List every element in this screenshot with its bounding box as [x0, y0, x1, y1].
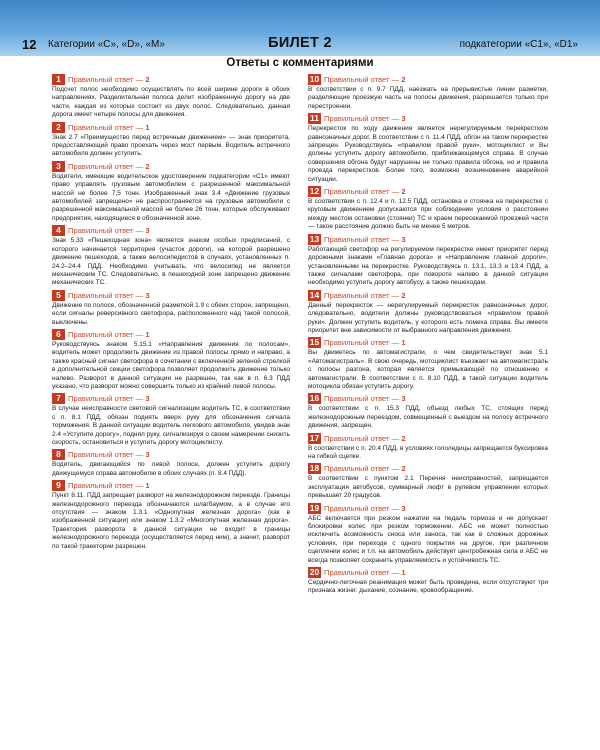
answer-item	[308, 234, 548, 288]
correct-answer-label	[324, 187, 406, 196]
answer-item	[52, 290, 290, 327]
answer-value: 2	[399, 290, 406, 300]
question-number-badge: 3	[52, 161, 65, 172]
answer-value: 1	[143, 122, 150, 132]
correct-answer-label	[68, 481, 150, 490]
answer-label-text: Правильный ответ —	[68, 329, 144, 339]
correct-answer-label	[68, 162, 150, 171]
question-number-badge: 12	[309, 186, 320, 197]
answer-explanation: Работающий светофор на регулируемом перекрестке имеет приоритет перед дорожными знаками «Главная дорога» и «Направление главной дороги», установленными на перекрестке. Руководствуясь п. 13.1, 13.3 и 13.4 ПДД, а также сигналами светофора, при повороте налево в данной ситуации необходимо уступить дорогу автобусу, а также пешеходам.	[308, 245, 548, 287]
answer-label-text: Правильный ответ —	[324, 503, 400, 513]
answer-label-text: Правильный ответ —	[68, 161, 144, 171]
answer-explanation: Руководствуясь знаком 5.15.1 «Направления движения по полосам», водитель может продолжить движение из правой полосы прямо и направо, а также красный сигнал светофора в сочетании с включенной зеленой стрелкой в дополнительной секции светофора позволяет продолжить движение только налево. Разворот в данной ситуации не разрешен, так как в п. 6.3 ПДД указано, что разворот можно совершить только из крайней левой полосы.	[52, 340, 290, 390]
answer-header	[308, 393, 548, 404]
categories-right: подкатегории «C1», «D1»	[459, 39, 578, 50]
question-number-badge: 9	[52, 480, 65, 491]
answer-header	[52, 449, 290, 460]
answer-explanation: Водители, имеющие водительское удостоверение подкатегории «C1» имеют право управлять грузовым автомобилем с разрешенной максимальной массой не более 7,5 тонн. Изображенный знак 3.4 «Движение грузовых автомобилей запрещено» не распространяется на грузовые автомобили с разрешенной максимальной массой не более 26 тонн, которые обслуживают предприятия, находящиеся в обозначенной зоне.	[52, 172, 290, 222]
answer-explanation: В случае неисправности световой сигнализации водитель ТС, в соответствии с п. 8.1 ПДД, обязан поднять вверх руку для обозначения сигнала торможения. В данной ситуации водитель легкового автомобиля, увидев знак 2.4 «Уступите дорогу», поднял руку, сигнализируя о своем намерении снизить скорость, остановиться и уступить дорогу мотоциклисту.	[52, 405, 290, 446]
answer-value: 3	[143, 290, 150, 300]
answer-value: 3	[143, 450, 150, 460]
question-number-badge: 18	[309, 463, 320, 474]
correct-answer-label	[324, 235, 406, 244]
answer-label-text: Правильный ответ —	[324, 568, 400, 578]
answer-value: 2	[399, 187, 406, 197]
answer-label-text: Правильный ответ —	[68, 394, 144, 404]
answer-explanation: Сердечно-легочная реанимация может быть проведена, если отсутствуют три признака жизни: дыхание, сознание, кровообращение.	[308, 579, 548, 595]
answer-value: 2	[143, 161, 150, 171]
answer-label-text: Правильный ответ —	[324, 75, 400, 84]
answer-explanation: В соответствии с пунктом 2.1 Перечня неисправностей, запрещается эксплуатация автобусов, суммарный люфт в рулевом управлении которых превышает 20 градусов.	[308, 475, 548, 500]
correct-answer-label	[324, 114, 406, 123]
question-number-badge: 15	[309, 337, 320, 348]
answer-header	[308, 74, 548, 85]
question-number-badge: 16	[309, 393, 320, 404]
correct-answer-label	[68, 226, 150, 235]
correct-answer-label	[324, 338, 406, 347]
answer-header	[308, 503, 548, 514]
answer-value: 3	[399, 234, 406, 244]
correct-answer-label	[68, 123, 150, 132]
answer-explanation: В соответствии с п. 12.4 и п. 12.5 ПДД, остановка и стоянка на перекрестке с круговым движением допускаются при соблюдении условия о расстоянии между местом остановки (стоянки) ТС и краем пересекаемой проезжей части — такое расстояние должно быть не менее 5 метров.	[308, 198, 548, 231]
answer-explanation: В соответствии с п. 15.3 ПДД, объезд любых ТС, стоящих перед железнодорожным переездом, совмещенный с выездом на полосу встречного движения, запрещен.	[308, 405, 548, 430]
answer-header	[308, 433, 548, 444]
answer-value: 2	[143, 75, 150, 84]
answer-header	[308, 463, 548, 474]
answers-column-left	[52, 74, 290, 553]
ticket-title: БИЛЕТ 2	[268, 35, 332, 51]
correct-answer-label	[324, 75, 406, 84]
question-number-badge: 1	[52, 74, 65, 85]
answer-label-text: Правильный ответ —	[68, 75, 144, 84]
answer-label-text: Правильный ответ —	[68, 226, 144, 236]
answer-item	[308, 503, 548, 565]
answer-label-text: Правильный ответ —	[324, 290, 400, 300]
answer-item	[52, 161, 290, 223]
answer-label-text: Правильный ответ —	[68, 450, 144, 460]
answer-explanation: АБС включается при резком нажатии на педаль тормоза и не допускает блокировки колес при резком торможении. АБС не может полностью исключить возможность сноса или заноса, так как в сложных дорожных условиях, при переходе с одного покрытия на другое, при различном сцеплении колес и т.п. на автомобиль действует центробежная сила и АБС не всегда позволяет сохранить управляемость и устойчивость ТС.	[308, 514, 548, 564]
correct-answer-label	[68, 330, 150, 339]
answer-item	[308, 290, 548, 336]
correct-answer-label	[324, 291, 406, 300]
question-number-badge: 11	[310, 113, 319, 124]
correct-answer-label	[324, 464, 406, 473]
answer-explanation: Знак 5.33 «Пешеходная зона» является знаком особых предписаний, с которого начинается территория (участок дороги), на которой разрешено движение пешеходов, а также велосипедистов в случаях, установленных п. 24.2–24.4 ПДД. Необходимо учитывать, что велосипед не является механическим ТС. Следовательно, в пешеходной зоне запрещено движение механических ТС.	[52, 237, 290, 287]
answer-item	[52, 393, 290, 447]
answer-explanation: Перекресток по ходу движения является нерегулируемым перекрестком равнозначных дорог. В соответствии с п. 11.4 ПДД, обгон на таком перекрестке запрещен. Руководствуясь «правилом правой руки», мотоциклист и Вы должны уступить дорогу автомобилю, приближающемуся справа. В случае совершения обгона будут нарушены не только правила обгона, но и правила проезда перекрестков. Более того, возможно возникновение аварийной ситуации.	[308, 125, 548, 183]
answer-label-text: Правильный ответ —	[324, 187, 400, 197]
question-number-badge: 8	[52, 449, 65, 460]
answer-explanation: В соответствии с п. 9.7 ПДД, наезжать на прерывистые линии разметки, разделяющие проезжую часть на полосы движения, разрешается только при перестроении.	[308, 86, 548, 110]
answer-header	[52, 329, 290, 340]
answer-item	[52, 225, 290, 287]
answer-item	[308, 567, 548, 596]
answer-item	[52, 480, 290, 551]
question-number-badge: 13	[309, 233, 320, 244]
correct-answer-label	[324, 504, 406, 513]
answer-label-text: Правильный ответ —	[324, 338, 400, 348]
answer-item	[52, 74, 290, 120]
correct-answer-label	[324, 568, 406, 577]
answer-label-text: Правильный ответ —	[324, 234, 400, 244]
answer-header	[52, 122, 290, 133]
section-subtitle: Ответы с комментариями	[226, 57, 374, 69]
answers-column-right	[308, 74, 548, 598]
question-number-badge: 19	[309, 502, 320, 513]
answer-label-text: Правильный ответ —	[324, 433, 400, 443]
answer-item	[52, 122, 290, 159]
answer-explanation: Вы движетесь по автомагистрали, о чем свидетельствует знак 5.1 «Автомагистраль». В свою очередь, мотоциклист въезжает на автомагистраль с полосы разгона, которая является примыкающей по отношению к автомагистрали. В соответствии с п. 8.10 ПДД, в такой ситуации водитель мотоцикла обязан уступить дорогу.	[308, 349, 548, 390]
correct-answer-label	[324, 434, 406, 443]
answer-label-text: Правильный ответ —	[324, 114, 400, 124]
question-number-badge: 7	[52, 393, 65, 404]
answer-explanation: Знак 2.7 «Преимущество перед встречным движением» — знак приоритета, предоставляющий право проехать через мост первым. Водитель встречного автомобиля должен уступить.	[52, 133, 290, 158]
answer-label-text: Правильный ответ —	[68, 122, 144, 132]
correct-answer-label	[324, 394, 406, 403]
question-number-badge: 10	[309, 74, 320, 84]
answer-header	[52, 161, 290, 172]
question-number-badge: 14	[309, 289, 320, 300]
answer-label-text: Правильный ответ —	[68, 290, 144, 300]
question-number-badge: 4	[52, 225, 65, 236]
answer-item	[308, 337, 548, 391]
answer-value: 1	[143, 329, 150, 339]
answer-value: 2	[399, 75, 406, 84]
answer-value: 3	[399, 394, 406, 404]
question-number-badge: 6	[52, 329, 65, 340]
answer-item	[52, 329, 290, 391]
correct-answer-label	[68, 75, 150, 84]
answer-header	[52, 74, 290, 85]
answer-label-text: Правильный ответ —	[324, 394, 400, 404]
answer-value: 1	[143, 481, 150, 491]
correct-answer-label	[68, 394, 150, 403]
answer-explanation: Данный перекресток — нерегулируемый перекресток равнозначных дорог, следовательно, водители должны руководствоваться «правилом правой руки». Должен уступить водитель, у которого есть помеха справа. Вы имеете приоритет вне зависимости от выбранного направления движения.	[308, 301, 548, 334]
question-number-badge: 2	[52, 122, 65, 133]
answer-header	[308, 186, 548, 197]
page-header	[0, 0, 600, 56]
answer-header	[308, 290, 548, 301]
question-number-badge: 17	[309, 432, 320, 443]
question-number-badge: 20	[309, 567, 320, 578]
answer-value: 1	[399, 568, 406, 578]
answer-item	[308, 186, 548, 232]
answer-header	[52, 290, 290, 301]
answer-header	[308, 113, 548, 124]
answer-header	[308, 234, 548, 245]
answer-header	[52, 225, 290, 236]
answer-value: 3	[399, 503, 406, 513]
answer-label-text: Правильный ответ —	[324, 464, 400, 474]
answer-value: 2	[399, 433, 406, 443]
answer-item	[308, 463, 548, 500]
answer-label-text: Правильный ответ —	[68, 481, 144, 491]
answer-explanation: Водитель, двигающийся по левой полосе, должен уступить дорогу движущемуся справа автомобилю в обоих случаях (п. 8.4 ПДД).	[52, 461, 290, 477]
page-number: 12	[22, 37, 37, 52]
correct-answer-label	[68, 291, 150, 300]
categories-left: Категории «C», «D», «M»	[48, 39, 165, 50]
answer-explanation: Подсчет полос необходимо осуществлять по всей ширине дороги в обоих направлениях. Разделительная полоса делит изображенную дорогу на две части, каждая из которых состоит из двух полос. Следовательно, данная дорога имеет четыре полосы для движения.	[52, 86, 290, 119]
answer-item	[308, 393, 548, 430]
answer-item	[308, 113, 548, 184]
question-number-badge: 5	[52, 290, 65, 301]
answer-explanation: Пункт 8.11. ПДД запрещает разворот на железнодорожном переезде. Границы железнодорожного переезда обозначаются шлагбаумом, а в случае его отсутствия — знаком 1.3.1 «Однопутная железная дорога» (как в изображенной ситуации) или знаком 1.3.2 «Многопутная железная дорога». Траектория разворота в данной ситуации не входит в границы железнодорожного переезда (осуществляется перед ним), а значит, разворот по такой траектории разрешен.	[52, 492, 290, 550]
answer-value: 2	[399, 464, 406, 474]
answer-item	[308, 74, 548, 111]
answer-item	[52, 449, 290, 478]
answer-value: 3	[143, 394, 150, 404]
answer-explanation: В соответствии с п. 20.4 ПДД, в условиях гололедицы запрещается буксировка на гибкой сцепке.	[308, 444, 548, 460]
correct-answer-label	[68, 450, 150, 459]
answer-value: 1	[399, 338, 406, 348]
answer-explanation: Движение по полосе, обозначенной разметкой 1.9 с обеих сторон, запрещено, если сигналы реверсивного светофора, расположенного над такой полосой, выключены.	[52, 301, 290, 326]
answer-value: 3	[143, 226, 150, 236]
answer-item	[308, 433, 548, 462]
answer-header	[52, 393, 290, 404]
answer-value: 3	[399, 114, 406, 124]
answer-header	[308, 567, 548, 578]
answer-header	[52, 480, 290, 491]
answer-header	[308, 337, 548, 348]
